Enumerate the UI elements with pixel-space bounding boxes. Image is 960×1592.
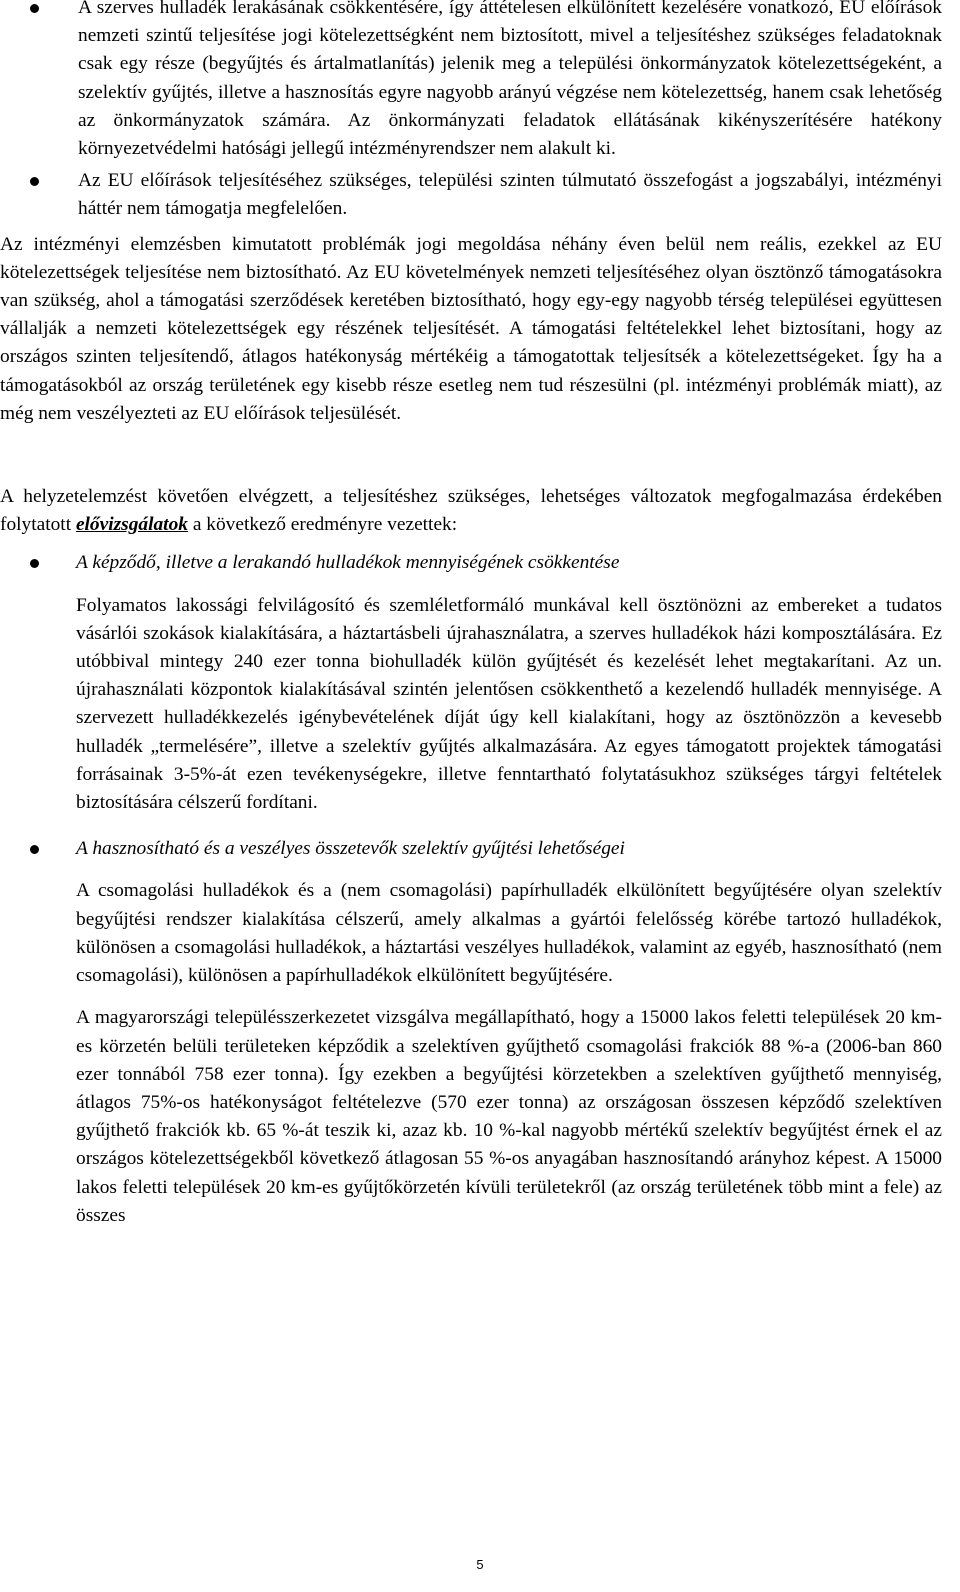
bullet-icon bbox=[30, 4, 39, 13]
intro-paragraph bbox=[0, 483, 942, 539]
list-item bbox=[0, 167, 942, 223]
subsection-paragraph: Folyamatos lakossági felvilágosító és szemléletformáló munkával kell ösztönözni az embereket a tudatos vásárlói szokások kialakítására, a háztartásbeli újrahasználatra, a szerves hulladékok házi komposztálására. Ez utóbbival mintegy 240 ezer tonna biohulladék külön gyűjtését és kezelését lehet megtakarítani. Az un. újrahasználati központok kialakításával szintén jelentősen csökkenthető a kezelendő hulladék mennyisége. A szervezett hulladékkezelés igénybevételének díját úgy kell kialakítani, hogy az ösztönözzön a kevesebb hulladék „termelésére”, illetve a szelektív gyűjtés alkalmazására. Az egyes támogatott projektek támogatási forrásainak 3-5%-át ezen tevékenységekre, illetve fenntartható folytatásukhoz szükséges tárgyi feltételek biztosítására célszerű fordítani. bbox=[76, 594, 942, 814]
spacer bbox=[0, 428, 942, 483]
bullet-list-problems bbox=[0, 0, 942, 224]
bullet-list-findings bbox=[0, 549, 942, 1229]
bullet-icon bbox=[30, 559, 39, 568]
body-paragraph: Az intézményi elemzésben kimutatott problémák jogi megoldása néhány éven belül nem reális, ezekkel az EU kötelezettségek teljesítése nem biztosítható. Az EU követelmények nemzeti teljesítéséhez olyan ösztönző támogatásokra van szükség, ahol a támogatási szerződések keretében biztosítható, hogy egy-egy nagyobb térség települései együttesen vállalják a nemzeti kötelezettségek egy részének teljesítését. A támogatási feltételekkel lehet biztosítani, hogy az országos szinten teljesítendő, átlagos hatékonyság mértékéig a támogatottak teljesítsék a kötelezettségeket. Így ha a támogatásokból az ország területének egy kisebb része esetleg nem tud részesülni (pl. intézményi problémák miatt), az még nem veszélyezteti az EU előírások teljesülését. bbox=[0, 233, 942, 424]
bullet-icon bbox=[30, 845, 39, 854]
intro-text-after: a következő eredményre vezettek: bbox=[187, 514, 458, 536]
emphasis-term: elővizsgálatok bbox=[75, 514, 188, 536]
list-item bbox=[0, 549, 942, 817]
list-item bbox=[0, 835, 942, 1230]
subsection-paragraph: A magyarországi településszerkezetet vizsgálva megállapítható, hogy a 15000 lakos feletti települések 20 km-es körzetén belüli területeken képződik a szelektíven gyűjthető csomagolási frakciók 88 %-a (2006-ban 860 ezer tonnából 758 ezer tonna). Így ezekben a begyűjtési körzetekben a szelektíven gyűjthető mennyiség, átlagos 75%-os hatékonyságot feltételezve (570 ezer tonna) az országosan összesen képződő szelektíven gyűjthető frakciók kb. 65 %-át teszik ki, azaz kb. 10 %-kal nagyobb mértékű szelektív begyűjtést érnek el az országos kötelezettségekből következő átlagosan 55 %-os anyagában hasznosítandó arányhoz képest. A 15000 lakos feletti települések 20 km-es gyűjtőkörzetén kívüli területekről (az ország területének több mint a fele) az összes bbox=[76, 1007, 942, 1226]
list-item-text: A szerves hulladék lerakásának csökkentésére, így áttételesen elkülönített kezelésére vonatkozó, EU előírások nemzeti szintű teljesítése jogi kötelezettségként nem biztosított, mivel a teljesítéshez szükséges feladatoknak csak egy része (begyűjtés és ártalmatlanítás) jelenik meg a települési önkormányzatok kötelezettségeként, a szelektív gyűjtés, illetve a hasznosítás egyre nagyobb arányú végzése nem kötelezettség, hanem csak lehetőség az önkormányzatok számára. Az önkormányzati feladatok ellátásának kikényszerítésére hatékony környezetvédelmi hatósági jellegű intézményrendszer nem alakult ki. bbox=[78, 0, 942, 160]
intro-text-before: A helyzetelemzést követően elvégzett, a teljesítéshez szükséges, lehetséges változatok megfogalmazása érdekében folytatott bbox=[0, 486, 942, 536]
list-item bbox=[0, 0, 942, 163]
list-item-text: Az EU előírások teljesítéséhez szükséges, települési szinten túlmutató összefogást a jogszabályi, intézményi háttér nem támogatja megfelelően. bbox=[78, 170, 942, 220]
bullet-icon bbox=[30, 177, 39, 186]
page-number: 5 bbox=[476, 1557, 484, 1572]
subsection-heading: A hasznosítható és a veszélyes összetevők szelektív gyűjtési lehetőségei bbox=[76, 838, 625, 860]
subsection-paragraph: A csomagolási hulladékok és a (nem csomagolási) papírhulladék elkülönített begyűjtésére olyan szelektív begyűjtési rendszer kialakítása célszerű, amely alkalmas a gyártói felelősség körébe tartozó hulladékok, különösen a csomagolási hulladékok, a háztartási veszélyes hulladékok, valamint az egyéb, hasznosítható (nem csomagolási), különösen a papírhulladékok elkülönített begyűjtésére. bbox=[76, 880, 942, 987]
subsection-heading: A képződő, illetve a lerakandó hulladékok mennyiségének csökkentése bbox=[76, 552, 620, 574]
